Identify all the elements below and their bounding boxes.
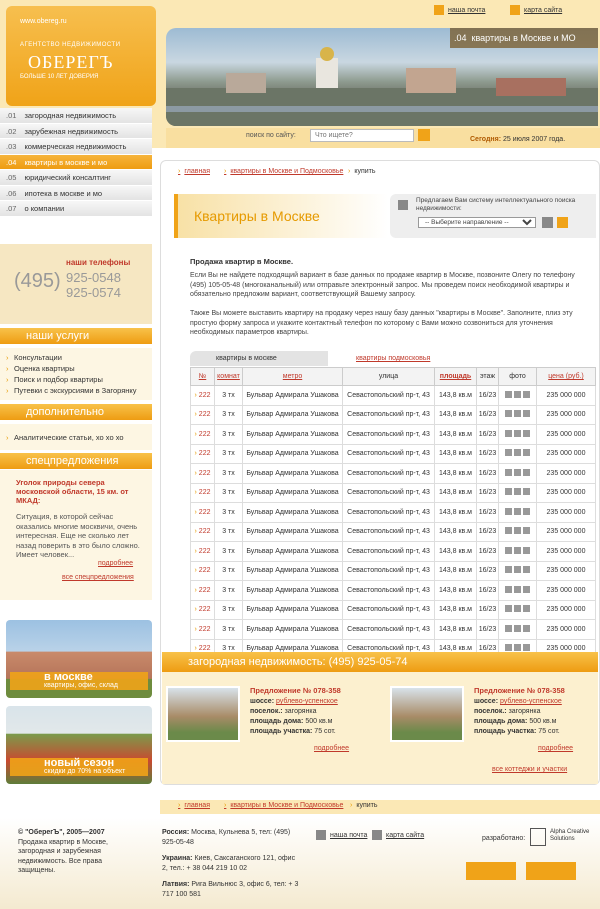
offer-plot-area: площадь участка: 75 сот. bbox=[474, 728, 560, 735]
row-floor: 16/23 bbox=[477, 620, 499, 640]
row-floor: 16/23 bbox=[477, 464, 499, 484]
photo-icon[interactable] bbox=[523, 430, 530, 437]
search-input[interactable] bbox=[310, 129, 414, 142]
row-rooms: 3 тх bbox=[215, 522, 243, 542]
services-list bbox=[0, 348, 152, 400]
row-area: 143,8 кв.м bbox=[435, 542, 477, 562]
row-id-link[interactable]: › 222 bbox=[191, 561, 215, 581]
row-floor: 16/23 bbox=[477, 522, 499, 542]
intro-paragraph-2: Также Вы можете выставить квартиру на продажу через нашу базу данных "квартиры в Москве". Заполните, плиз эту простую форму запроса и укажите контактный телефон по которому с Вами можно созвониться для уточнения необходимых параметров квартиры. bbox=[190, 310, 573, 336]
photo-icon[interactable] bbox=[514, 469, 521, 476]
promo-moscow-subtitle: квартиры, офис, склад bbox=[44, 682, 118, 689]
mail-link[interactable] bbox=[434, 5, 485, 15]
offer-card bbox=[166, 686, 366, 754]
row-street: Севастопольский пр-т, 43 bbox=[343, 620, 435, 640]
site-url[interactable]: www.obereg.ru bbox=[20, 18, 67, 25]
sitemap-link[interactable] bbox=[510, 5, 562, 15]
photo-icon[interactable] bbox=[505, 469, 512, 476]
row-photos bbox=[499, 522, 537, 542]
table-row[interactable] bbox=[191, 581, 596, 601]
row-metro: Бульвар Адмирала Ушакова bbox=[243, 483, 343, 503]
row-id-link[interactable]: › 222 bbox=[191, 483, 215, 503]
footer-copyright: © "ОберегЪ", 2005—2007 Продажа квартир в Москве, загородная и зарубежная недвижимость. Все права защищены. bbox=[18, 829, 108, 874]
row-metro: Бульвар Адмирала Ушакова bbox=[243, 561, 343, 581]
row-area: 143,8 кв.м bbox=[435, 425, 477, 445]
footer-mail-link[interactable]: наша почта bbox=[316, 830, 367, 840]
row-rooms: 3 тх bbox=[215, 581, 243, 601]
row-rooms: 3 тх bbox=[215, 561, 243, 581]
row-floor: 16/23 bbox=[477, 444, 499, 464]
row-id-link[interactable]: › 222 bbox=[191, 386, 215, 406]
country-heading: загородная недвижимость: (495) 925-05-74 bbox=[162, 652, 598, 672]
offer-house-area: площадь дома: 500 кв.м bbox=[250, 718, 333, 725]
photo-icon[interactable] bbox=[505, 644, 512, 651]
promo-moscow[interactable] bbox=[6, 620, 152, 698]
photo-icon[interactable] bbox=[514, 527, 521, 534]
row-rooms: 3 тх bbox=[215, 425, 243, 445]
col-rooms[interactable]: комнат bbox=[215, 368, 243, 386]
photo-icon[interactable] bbox=[505, 430, 512, 437]
today-date: Сегодня: 25 июля 2007 года. bbox=[470, 136, 566, 143]
search-go-button[interactable] bbox=[418, 129, 430, 141]
row-id-link[interactable]: › 222 bbox=[191, 425, 215, 445]
row-photos bbox=[499, 620, 537, 640]
section-number: .04 bbox=[454, 33, 467, 43]
next-button[interactable] bbox=[557, 217, 568, 228]
row-floor: 16/23 bbox=[477, 542, 499, 562]
offer-house-area: площадь дома: 500 кв.м bbox=[474, 718, 557, 725]
sitemap-link-label[interactable]: карта сайта bbox=[524, 6, 563, 14]
table-row[interactable] bbox=[191, 620, 596, 640]
photo-icon[interactable] bbox=[505, 527, 512, 534]
row-street: Севастопольский пр-т, 43 bbox=[343, 425, 435, 445]
row-metro: Бульвар Адмирала Ушакова bbox=[243, 503, 343, 523]
row-street: Севастопольский пр-т, 43 bbox=[343, 542, 435, 562]
counter-banner-2[interactable] bbox=[526, 862, 576, 880]
photo-icon[interactable] bbox=[505, 508, 512, 515]
row-price: 235 000 000 bbox=[537, 386, 596, 406]
row-street: Севастопольский пр-т, 43 bbox=[343, 444, 435, 464]
intro-paragraph-1: Если Вы не найдете подходящий вариант в базе данных по продаже квартир в Москве, позвоните Олегу по телефону (495) 105-05-48 (многоканальный) или отправьте электронный запрос. Мы проведем поиск необходимой квартиры и обязательно предложим вариант, соответствующий Вашему запросу. bbox=[190, 272, 575, 298]
direction-select[interactable] bbox=[418, 217, 536, 228]
counter-banner-1[interactable] bbox=[466, 862, 516, 880]
nav-item-apartments[interactable]: .04 квартиры в москве и мо bbox=[0, 155, 152, 171]
row-rooms: 3 тх bbox=[215, 464, 243, 484]
photo-icon[interactable] bbox=[523, 449, 530, 456]
phones-title: наши телефоны bbox=[66, 258, 131, 267]
row-price: 235 000 000 bbox=[537, 620, 596, 640]
photo-icon[interactable] bbox=[523, 566, 530, 573]
row-floor: 16/23 bbox=[477, 600, 499, 620]
row-street: Севастопольский пр-т, 43 bbox=[343, 405, 435, 425]
offer-more-link[interactable]: подробнее bbox=[314, 745, 350, 752]
photo-icon[interactable] bbox=[514, 566, 521, 573]
photo-icon[interactable] bbox=[514, 430, 521, 437]
photo-icon[interactable] bbox=[523, 547, 530, 554]
row-floor: 16/23 bbox=[477, 503, 499, 523]
table-row[interactable] bbox=[191, 561, 596, 581]
row-id-link[interactable]: › 222 bbox=[191, 639, 215, 659]
row-price: 235 000 000 bbox=[537, 600, 596, 620]
extra-list bbox=[0, 424, 152, 450]
photo-icon[interactable] bbox=[514, 410, 521, 417]
row-photos bbox=[499, 542, 537, 562]
row-metro: Бульвар Адмирала Ушакова bbox=[243, 581, 343, 601]
service-item[interactable]: › Консультации bbox=[0, 352, 152, 363]
nav-item-legal[interactable]: .05 юридический консалтинг bbox=[0, 170, 152, 186]
row-price: 235 000 000 bbox=[537, 444, 596, 464]
breadcrumb-current: › купить bbox=[348, 168, 376, 175]
sitemap-icon bbox=[510, 5, 520, 15]
offer-more-link[interactable]: подробнее bbox=[538, 745, 574, 752]
col-number[interactable]: № bbox=[191, 368, 215, 386]
table-body bbox=[191, 386, 596, 659]
row-price: 235 000 000 bbox=[537, 561, 596, 581]
row-area: 143,8 кв.м bbox=[435, 581, 477, 601]
row-price: 235 000 000 bbox=[537, 483, 596, 503]
photo-icon[interactable] bbox=[514, 508, 521, 515]
row-street: Севастопольский пр-т, 43 bbox=[343, 386, 435, 406]
breadcrumb-current: › купить bbox=[350, 802, 378, 809]
row-area: 143,8 кв.м bbox=[435, 483, 477, 503]
phone-number-2: 925-0574 bbox=[66, 285, 121, 300]
photo-icon[interactable] bbox=[523, 469, 530, 476]
offer-highway: шоссе: рублево-успенское bbox=[474, 698, 562, 705]
col-street: улица bbox=[343, 368, 435, 386]
row-price: 235 000 000 bbox=[537, 522, 596, 542]
row-floor: 16/23 bbox=[477, 483, 499, 503]
row-id-link[interactable]: › 222 bbox=[191, 464, 215, 484]
row-floor: 16/23 bbox=[477, 639, 499, 659]
photo-icon[interactable] bbox=[523, 605, 530, 612]
row-rooms: 3 тх bbox=[215, 444, 243, 464]
photo-icon[interactable] bbox=[514, 605, 521, 612]
photo-icon[interactable] bbox=[523, 625, 530, 632]
row-photos bbox=[499, 483, 537, 503]
search-label: поиск по сайту: bbox=[246, 132, 296, 139]
page-title: Квартиры в Москве bbox=[194, 208, 320, 224]
row-photos bbox=[499, 386, 537, 406]
promo-season-subtitle: скидки до 70% на объект bbox=[44, 768, 126, 775]
row-rooms: 3 тх bbox=[215, 405, 243, 425]
tab-moscow[interactable]: квартиры в москве bbox=[190, 351, 328, 366]
row-area: 143,8 кв.м bbox=[435, 444, 477, 464]
offer-highway: шоссе: рублево-успенское bbox=[250, 698, 338, 705]
offer-title[interactable]: Предложение № 078-358 bbox=[250, 686, 341, 695]
service-item[interactable]: › Оценка квартиры bbox=[0, 363, 152, 374]
footer-latvia: Латвия: Рига Вильнюс 3, офис 6, тел: + 3 717 100 581 bbox=[162, 881, 299, 898]
footer-ukraine: Украина: Киев, Саксаганского 121, офис 2, тел.: + 38 044 219 10 02 bbox=[162, 855, 296, 872]
row-photos bbox=[499, 581, 537, 601]
row-area: 143,8 кв.м bbox=[435, 522, 477, 542]
breadcrumb-home[interactable]: › главная bbox=[178, 168, 210, 175]
table-row[interactable] bbox=[191, 542, 596, 562]
row-area: 143,8 кв.м bbox=[435, 386, 477, 406]
page-title-box bbox=[174, 194, 388, 238]
offer-card bbox=[390, 686, 590, 754]
intro-title: Продажа квартир в Москве. bbox=[190, 257, 294, 266]
nav-item-commercial[interactable]: .03 коммерческая недвижимость bbox=[0, 139, 152, 155]
breadcrumb-home[interactable]: › главная bbox=[178, 802, 210, 809]
sitemap-icon bbox=[372, 830, 382, 840]
table-row[interactable] bbox=[191, 386, 596, 406]
photo-icon[interactable] bbox=[505, 391, 512, 398]
mail-link-label[interactable]: наша почта bbox=[448, 6, 486, 14]
special-text: Ситуация, в которой сейчас оказались многие москвичи, очень интересная. Еще не сколько лет назад поверить в это было сложно. Имеет человек... bbox=[16, 512, 140, 559]
promo-season-title: новый сезон bbox=[44, 757, 115, 769]
row-rooms: 3 тх bbox=[215, 620, 243, 640]
row-street: Севастопольский пр-т, 43 bbox=[343, 483, 435, 503]
main-nav bbox=[0, 108, 152, 217]
nav-item-foreign[interactable]: .02 зарубежная недвижимость bbox=[0, 124, 152, 140]
table-row[interactable] bbox=[191, 425, 596, 445]
logo-tagline-bottom: БОЛЬШЕ 10 ЛЕТ ДОВЕРИЯ bbox=[20, 74, 99, 80]
logo-tagline-top: АГЕНТСТВО НЕДВИЖИМОСТИ bbox=[20, 42, 121, 48]
mail-icon bbox=[316, 830, 326, 840]
photo-icon[interactable] bbox=[523, 410, 530, 417]
row-rooms: 3 тх bbox=[215, 639, 243, 659]
col-area[interactable]: площадь bbox=[435, 368, 477, 386]
row-metro: Бульвар Адмирала Ушакова bbox=[243, 542, 343, 562]
table-header-row bbox=[191, 368, 596, 386]
row-street: Севастопольский пр-т, 43 bbox=[343, 561, 435, 581]
row-area: 143,8 кв.м bbox=[435, 405, 477, 425]
row-metro: Бульвар Адмирала Ушакова bbox=[243, 464, 343, 484]
row-id-link[interactable]: › 222 bbox=[191, 444, 215, 464]
row-floor: 16/23 bbox=[477, 405, 499, 425]
photo-icon[interactable] bbox=[505, 410, 512, 417]
row-price: 235 000 000 bbox=[537, 542, 596, 562]
table-row[interactable] bbox=[191, 405, 596, 425]
table-row[interactable] bbox=[191, 503, 596, 523]
photo-icon[interactable] bbox=[514, 644, 521, 651]
service-item[interactable]: › Поиск и подбор квартиры bbox=[0, 374, 152, 385]
special-more-link[interactable]: подробнее bbox=[98, 560, 134, 567]
nav-item-about[interactable]: .07 о компании bbox=[0, 201, 152, 217]
row-id-link[interactable]: › 222 bbox=[191, 600, 215, 620]
footer-breadcrumb bbox=[160, 800, 600, 814]
row-photos bbox=[499, 503, 537, 523]
house-photo[interactable] bbox=[166, 686, 240, 742]
extra-heading: дополнительно bbox=[0, 404, 152, 420]
table-row[interactable] bbox=[191, 483, 596, 503]
row-price: 235 000 000 bbox=[537, 639, 596, 659]
footer-russia: Россия: Москва, Кульнева 5, тел: (495) 925-05-48 bbox=[162, 829, 291, 846]
phone-number-1: 925-0548 bbox=[66, 270, 121, 285]
row-area: 143,8 кв.м bbox=[435, 464, 477, 484]
photo-icon[interactable] bbox=[514, 625, 521, 632]
row-rooms: 3 тх bbox=[215, 503, 243, 523]
table-row[interactable] bbox=[191, 522, 596, 542]
phones-code: (495) bbox=[14, 270, 61, 292]
table-row[interactable] bbox=[191, 464, 596, 484]
row-price: 235 000 000 bbox=[537, 405, 596, 425]
special-headline[interactable]: Уголок природы севера московской области, 15 км. от МКАД: bbox=[16, 478, 129, 505]
row-price: 235 000 000 bbox=[537, 581, 596, 601]
photo-icon[interactable] bbox=[514, 547, 521, 554]
promo-season-tag bbox=[10, 758, 148, 776]
col-price[interactable]: цена (руб.) bbox=[537, 368, 596, 386]
photo-icon[interactable] bbox=[523, 586, 530, 593]
row-area: 143,8 кв.м bbox=[435, 620, 477, 640]
photo-icon[interactable] bbox=[505, 586, 512, 593]
photo-icon[interactable] bbox=[505, 625, 512, 632]
special-heading: спецпредложения bbox=[0, 453, 152, 469]
row-id-link[interactable]: › 222 bbox=[191, 542, 215, 562]
row-street: Севастопольский пр-т, 43 bbox=[343, 522, 435, 542]
photo-icon[interactable] bbox=[505, 488, 512, 495]
row-rooms: 3 тх bbox=[215, 386, 243, 406]
nav-item-mortgage[interactable]: .06 ипотека в москве и мо bbox=[0, 186, 152, 202]
footer-sitemap-link[interactable]: карта сайта bbox=[372, 830, 424, 840]
row-area: 143,8 кв.м bbox=[435, 503, 477, 523]
photo-icon[interactable] bbox=[523, 488, 530, 495]
offer-plot-area: площадь участка: 75 сот. bbox=[250, 728, 336, 735]
col-photo: фото bbox=[499, 368, 537, 386]
row-area: 143,8 кв.м bbox=[435, 561, 477, 581]
photo-icon[interactable] bbox=[523, 527, 530, 534]
section-title: квартиры в Москве и МО bbox=[471, 33, 576, 43]
row-price: 235 000 000 bbox=[537, 464, 596, 484]
row-metro: Бульвар Адмирала Ушакова bbox=[243, 386, 343, 406]
row-rooms: 3 тх bbox=[215, 600, 243, 620]
tab-region[interactable]: квартиры подмосковья bbox=[356, 355, 431, 362]
row-street: Севастопольский пр-т, 43 bbox=[343, 503, 435, 523]
mail-icon bbox=[434, 5, 444, 15]
breadcrumb-section[interactable]: › квартиры в Москве и Подмосковье bbox=[224, 802, 343, 809]
row-photos bbox=[499, 561, 537, 581]
row-price: 235 000 000 bbox=[537, 503, 596, 523]
row-id-link[interactable]: › 222 bbox=[191, 405, 215, 425]
house-photo[interactable] bbox=[390, 686, 464, 742]
offer-title[interactable]: Предложение № 078-358 bbox=[474, 686, 565, 695]
photo-icon[interactable] bbox=[505, 566, 512, 573]
row-photos bbox=[499, 464, 537, 484]
promo-season[interactable] bbox=[6, 706, 152, 784]
col-metro[interactable]: метро bbox=[243, 368, 343, 386]
table-row[interactable] bbox=[191, 444, 596, 464]
service-item[interactable]: › Путевки с экскурсиями в Загорянку bbox=[0, 385, 152, 396]
table-row[interactable] bbox=[191, 600, 596, 620]
row-rooms: 3 тх bbox=[215, 542, 243, 562]
row-price: 235 000 000 bbox=[537, 425, 596, 445]
row-photos bbox=[499, 444, 537, 464]
row-street: Севастопольский пр-т, 43 bbox=[343, 639, 435, 659]
listings-table bbox=[190, 367, 596, 659]
developer-name[interactable]: Alpha Creative Solutions bbox=[550, 829, 590, 842]
row-area: 143,8 кв.м bbox=[435, 600, 477, 620]
logo-name: ОБЕРЕГЪ bbox=[28, 52, 114, 72]
row-photos bbox=[499, 600, 537, 620]
photo-icon[interactable] bbox=[514, 391, 521, 398]
search-icon bbox=[398, 200, 408, 210]
promo-moscow-title: в москве bbox=[44, 671, 93, 683]
photo-icon[interactable] bbox=[523, 508, 530, 515]
prev-button[interactable] bbox=[542, 217, 553, 228]
row-floor: 16/23 bbox=[477, 561, 499, 581]
row-id-link[interactable]: › 222 bbox=[191, 581, 215, 601]
row-id-link[interactable]: › 222 bbox=[191, 503, 215, 523]
row-street: Севастопольский пр-т, 43 bbox=[343, 600, 435, 620]
breadcrumb-section[interactable]: › квартиры в Москве и Подмосковье bbox=[224, 168, 343, 175]
row-floor: 16/23 bbox=[477, 425, 499, 445]
row-metro: Бульвар Адмирала Ушакова bbox=[243, 620, 343, 640]
all-specials-link[interactable]: все спецпредложения bbox=[62, 574, 134, 581]
row-floor: 16/23 bbox=[477, 581, 499, 601]
row-street: Севастопольский пр-т, 43 bbox=[343, 581, 435, 601]
promo-moscow-tag bbox=[10, 672, 148, 690]
row-metro: Бульвар Адмирала Ушакова bbox=[243, 600, 343, 620]
row-id-link[interactable]: › 222 bbox=[191, 522, 215, 542]
developer-label: разработано: bbox=[482, 835, 526, 842]
photo-icon[interactable] bbox=[523, 644, 530, 651]
row-metro: Бульвар Адмирала Ушакова bbox=[243, 522, 343, 542]
col-floor: этаж bbox=[477, 368, 499, 386]
offer-village: поселок.: загорянка bbox=[474, 708, 541, 715]
photo-icon[interactable] bbox=[505, 449, 512, 456]
photo-icon[interactable] bbox=[523, 391, 530, 398]
photo-icon[interactable] bbox=[505, 605, 512, 612]
row-metro: Бульвар Адмирала Ушакова bbox=[243, 444, 343, 464]
breadcrumb bbox=[168, 168, 596, 182]
nav-item-country[interactable]: .01 загородная недвижимость bbox=[0, 108, 152, 124]
row-floor: 16/23 bbox=[477, 386, 499, 406]
row-metro: Бульвар Адмирала Ушакова bbox=[243, 405, 343, 425]
offer-village: поселок.: загорянка bbox=[250, 708, 317, 715]
extra-item[interactable]: › Аналитические статьи, хо хо хо bbox=[0, 432, 152, 443]
photo-icon[interactable] bbox=[514, 488, 521, 495]
developer-logo-icon[interactable] bbox=[530, 828, 546, 846]
top-links bbox=[0, 0, 600, 22]
row-metro: Бульвар Адмирала Ушакова bbox=[243, 425, 343, 445]
row-rooms: 3 тх bbox=[215, 483, 243, 503]
row-id-link[interactable]: › 222 bbox=[191, 620, 215, 640]
row-photos bbox=[499, 405, 537, 425]
row-area: 143,8 кв.м bbox=[435, 639, 477, 659]
photo-icon[interactable] bbox=[514, 586, 521, 593]
row-street: Севастопольский пр-т, 43 bbox=[343, 464, 435, 484]
section-label bbox=[450, 28, 598, 48]
row-photos bbox=[499, 425, 537, 445]
smart-search-text: Предлагаем Вам систему интеллектуального поиска недвижимости: bbox=[416, 197, 576, 212]
row-metro: Бульвар Адмирала Ушакова bbox=[243, 639, 343, 659]
photo-icon[interactable] bbox=[514, 449, 521, 456]
photo-icon[interactable] bbox=[505, 547, 512, 554]
all-cottages-link[interactable]: все коттеджи и участки bbox=[492, 766, 568, 773]
services-heading: наши услуги bbox=[0, 328, 152, 344]
